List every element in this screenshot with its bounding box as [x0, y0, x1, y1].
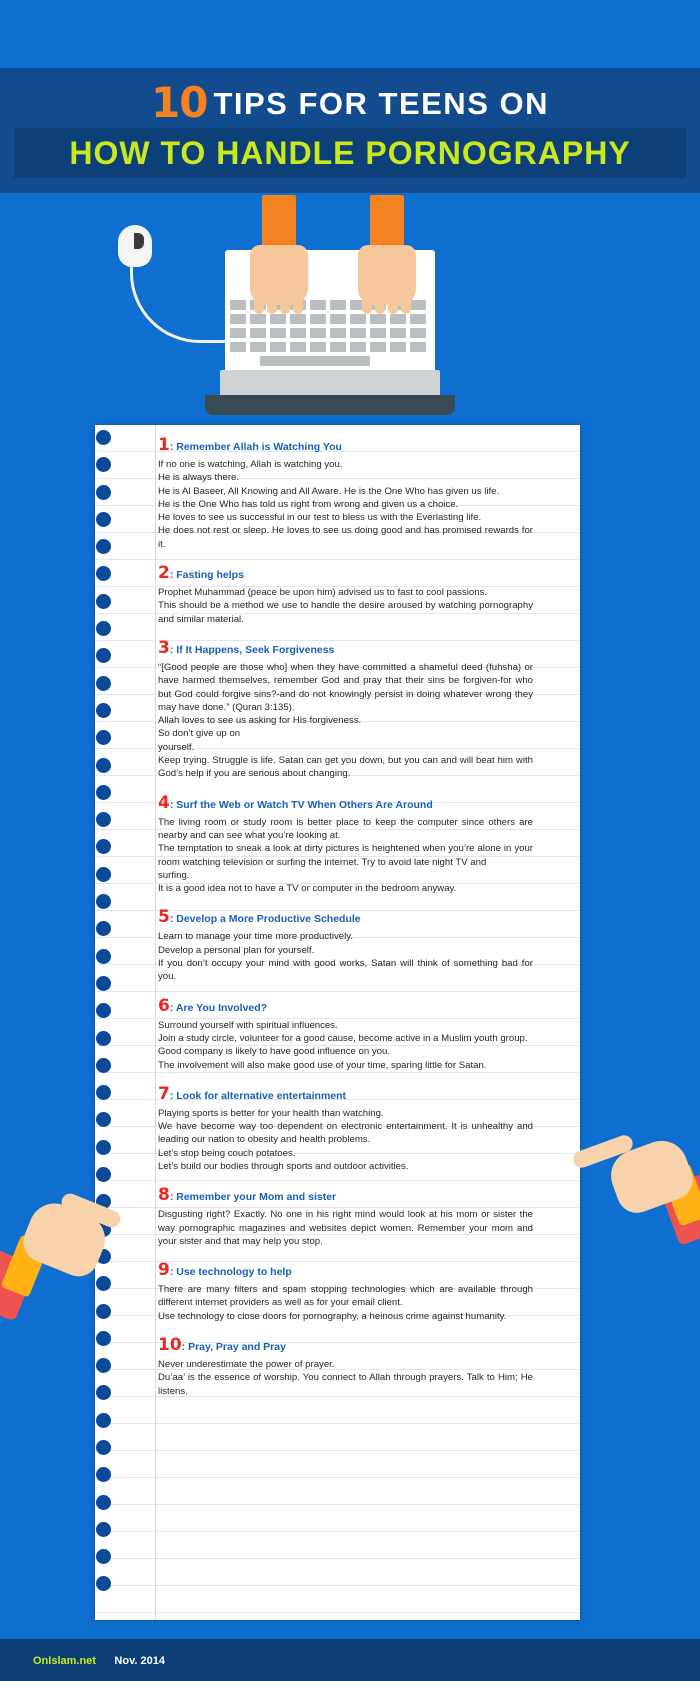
tip-line: Prophet Muhammad (peace be upon him) advised us to fast to cool passions.: [158, 587, 488, 599]
tip-line: Let’s build our bodies through sports and outdoor activities.: [158, 1160, 409, 1172]
tip-line: There are many filters and spam stopping technologies which are available through different internet providers as well as for your email client.: [158, 1284, 533, 1309]
margin-line: [155, 425, 156, 1620]
tip-line: If no one is watching, Allah is watching you.: [158, 459, 343, 470]
tip-number: 6: [158, 995, 170, 1016]
tip-line: The living room or study room is better place to keep the computer since others are nearby and can see what you’re looking at.: [158, 816, 533, 841]
header-banner: [0, 68, 700, 193]
tip-line: So don’t give up on: [158, 728, 241, 740]
tip-number: 1: [158, 435, 170, 455]
tip-header: [158, 1337, 533, 1356]
tip-item-8: [158, 1187, 533, 1248]
right-typing-hand-icon: [358, 245, 416, 305]
tip-body: [158, 661, 533, 781]
tip-header: [158, 1083, 533, 1105]
tip-title: : Surf the Web or Watch TV When Others Are Around: [169, 798, 433, 811]
tip-item-4: [158, 792, 533, 896]
tip-title: : If It Happens, Seek Forgiveness: [169, 643, 335, 656]
tip-number: 8: [158, 1185, 170, 1206]
tip-header: [158, 637, 533, 659]
tip-line: He does not rest or sleep. He loves to see us doing good and has promised rewards for it.: [158, 525, 533, 550]
tip-item-5: [158, 909, 533, 983]
tip-number: 9: [158, 1260, 170, 1281]
tip-line: He is Al Baseer, All Knowing and All Aware. He is the One Who has given us life.: [158, 485, 500, 497]
tip-header: [158, 909, 533, 928]
tip-line: If you don’t occupy your mind with good works, Satan will think of something bad for you.: [158, 958, 533, 983]
tip-body: [158, 1019, 533, 1072]
tip-number: 5: [158, 907, 170, 928]
tip-line: Join a study circle, volunteer for a good cause, become active in a Muslim youth group.: [158, 1032, 528, 1044]
tip-line: Disgusting right? Exactly. No one in his right mind would look at his mom or sister the way pornographic magazines and websites depict women. Remember your mom and your sister and that may help you stop.: [158, 1209, 533, 1247]
tip-header: [158, 995, 533, 1017]
spiral-holes: [96, 430, 118, 1615]
tip-line: “[Good people are those who] when they have committed a shameful deed (fuhsha) or have harmed themselves, remember God and pray that their sins be forgiven-for who but God could forgive sins?-and do not knowingly persist in doing whatever wrong they may have done.” (Quran 3:135).: [158, 661, 533, 713]
laptop-base: [205, 395, 455, 415]
tip-title: : Fasting helps: [169, 569, 244, 582]
tip-item-3: [158, 637, 533, 781]
tip-body: [158, 816, 533, 896]
tip-line: Learn to manage your time more productively.: [158, 931, 353, 943]
tip-body: [158, 930, 533, 983]
tip-body: [158, 1208, 533, 1248]
footer-date: Nov. 2014: [114, 1655, 165, 1667]
footer-content: [33, 1651, 165, 1669]
tip-body: [158, 1283, 533, 1323]
tip-line: The involvement will also make good use of your time, sparing little for Satan.: [158, 1059, 487, 1071]
footer-bar: [0, 1639, 700, 1681]
tip-line: Du’aa’ is the essence of worship. You connect to Allah through prayers. Talk to Him; He listens.: [158, 1372, 533, 1397]
tip-line: He loves to see us successful in our test to bless us with the Everlasting life.: [158, 512, 482, 524]
tip-item-9: [158, 1262, 533, 1323]
tip-header: [158, 792, 533, 814]
tip-header: [158, 1187, 533, 1206]
tip-number: 3: [158, 637, 170, 658]
tip-line: We have become way too dependent on electronic entertainment. It is unhealthy and leading our nation to obesity and health problems.: [158, 1121, 533, 1146]
tip-title: : Use technology to help: [169, 1266, 292, 1279]
header-line-2: HOW TO HANDLE PORNOGRAPHY: [14, 128, 686, 178]
tip-item-7: [158, 1083, 533, 1173]
header-subtitle: TIPS FOR TEENS ON: [213, 86, 549, 121]
tip-line: It is a good idea not to have a TV or computer in the bedroom anyway.: [158, 883, 457, 895]
tip-line: Let’s stop being couch potatoes.: [158, 1147, 296, 1159]
tip-line: Surround yourself with spiritual influences.: [158, 1019, 338, 1031]
mouse-button-icon: [134, 233, 144, 249]
tip-title: : Remember Allah is Watching You: [169, 441, 342, 453]
tip-header: [158, 565, 533, 584]
right-arm: [370, 195, 404, 250]
tip-line: The temptation to sneak a look at dirty pictures is heightened when you’re alone in your room watching television or surfing the internet. Try to avoid late night TV and: [158, 843, 533, 868]
tip-line: surfing.: [158, 869, 190, 881]
tip-line: He is the One Who has told us right from wrong and given us a choice.: [158, 498, 459, 510]
tip-body: [158, 1107, 533, 1173]
tip-line: Keep trying. Struggle is life. Satan can get you down, but you can and will beat him with God’s help if you are serious about changing.: [158, 755, 533, 780]
header-line-1: [0, 78, 700, 127]
tip-title: : Remember your Mom and sister: [169, 1191, 337, 1204]
tip-line: Never underestimate the power of prayer.: [158, 1359, 335, 1371]
pointing-hand-left-icon: [0, 1180, 120, 1290]
pointing-hand-right-icon: [580, 1115, 700, 1225]
header-number: 10: [151, 78, 208, 127]
tip-line: Playing sports is better for your health than watching.: [158, 1107, 384, 1119]
tip-line: Develop a personal plan for yourself.: [158, 944, 315, 956]
tip-title: : Pray, Pray and Pray: [181, 1341, 286, 1354]
tips-list: [158, 437, 533, 1412]
left-arm: [262, 195, 296, 250]
tip-line: Use technology to close doors for pornography, a heinous crime against humanity.: [158, 1310, 507, 1322]
footer-site-name: OnIslam.net: [33, 1655, 96, 1667]
left-typing-hand-icon: [250, 245, 308, 305]
laptop-illustration: [110, 195, 510, 435]
tip-line: Allah loves to see us asking for His forgiveness.: [158, 715, 362, 727]
tip-number: 10: [158, 1335, 182, 1356]
tip-item-10: [158, 1337, 533, 1398]
tip-header: [158, 1262, 533, 1281]
tip-title: : Look for alternative entertainment: [169, 1089, 347, 1102]
tip-item-2: [158, 565, 533, 626]
tip-item-6: [158, 995, 533, 1072]
tip-line: He is always there.: [158, 472, 240, 484]
tip-number: 2: [158, 563, 170, 584]
tip-title: : Are You Involved?: [169, 1001, 268, 1014]
tip-body: [158, 586, 533, 626]
tip-body: [158, 458, 533, 551]
tip-number: 4: [158, 792, 170, 813]
tip-header: [158, 437, 533, 456]
tip-line: yourself.: [158, 741, 195, 753]
tip-body: [158, 1358, 533, 1398]
tip-title: : Develop a More Productive Schedule: [169, 913, 361, 926]
tip-line: This should be a method we use to handle the desire aroused by watching pornography and similar material.: [158, 600, 533, 625]
tip-line: Good company is likely to have good influence on you.: [158, 1046, 390, 1058]
tip-item-1: [158, 437, 533, 551]
tip-number: 7: [158, 1083, 170, 1104]
